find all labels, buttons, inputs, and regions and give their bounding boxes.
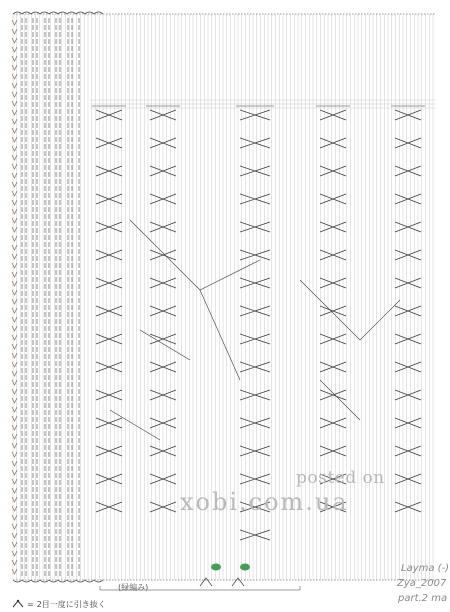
cable-cross bbox=[395, 446, 421, 456]
cable-cross bbox=[395, 194, 421, 204]
cable-cross bbox=[240, 278, 270, 288]
cable-cross bbox=[320, 278, 346, 288]
cable-cross bbox=[395, 110, 421, 120]
watermark-posted-on: posted on bbox=[296, 468, 385, 488]
cable-cross bbox=[320, 166, 346, 176]
legend-description: 2目一度に引き抜く bbox=[36, 599, 106, 609]
cable-cross bbox=[395, 138, 421, 148]
two-loops-pull-through-icon bbox=[12, 599, 24, 609]
cable-cross bbox=[240, 362, 270, 372]
legend bbox=[12, 598, 106, 610]
signature-line-3: part.2 ma bbox=[398, 593, 448, 604]
watermark-site: xobi.com.ua bbox=[180, 488, 349, 516]
cable-cross bbox=[240, 138, 270, 148]
pattern-diagonal bbox=[140, 330, 190, 360]
cable-cross bbox=[320, 222, 346, 232]
signature-line-1: Layma (-) bbox=[401, 563, 450, 574]
cable-cross bbox=[395, 166, 421, 176]
pull-through-symbol bbox=[200, 578, 212, 586]
cable-cross bbox=[240, 222, 270, 232]
cable-cross bbox=[395, 362, 421, 372]
bracket-note: (緑編み) bbox=[118, 583, 149, 592]
cable-cross bbox=[320, 418, 346, 428]
cable-cross bbox=[320, 390, 346, 400]
cable-cross bbox=[395, 390, 421, 400]
cable-cross bbox=[395, 222, 421, 232]
cable-cross bbox=[395, 250, 421, 260]
cable-cross bbox=[320, 306, 346, 316]
cable-cross bbox=[395, 278, 421, 288]
cable-cross bbox=[395, 474, 421, 484]
cable-cross bbox=[320, 110, 346, 120]
cable-cross bbox=[240, 250, 270, 260]
pattern-diagonal bbox=[130, 220, 260, 290]
signature-line-2: Zya_2007 bbox=[397, 578, 447, 589]
cable-cross bbox=[320, 334, 346, 344]
cable-cross bbox=[320, 138, 346, 148]
cable-cross bbox=[240, 390, 270, 400]
cable-cross bbox=[395, 334, 421, 344]
cable-cross bbox=[395, 306, 421, 316]
green-marker bbox=[211, 564, 221, 571]
pattern-diagonal bbox=[300, 280, 400, 340]
legend-equals: = bbox=[27, 599, 34, 609]
green-marker bbox=[240, 564, 250, 571]
cable-cross bbox=[240, 418, 270, 428]
cable-cross bbox=[320, 362, 346, 372]
cable-cross bbox=[240, 474, 270, 484]
cable-cross bbox=[240, 334, 270, 344]
cable-cross bbox=[395, 502, 421, 512]
cable-cross bbox=[320, 194, 346, 204]
cable-cross bbox=[240, 306, 270, 316]
pattern-diagonal bbox=[110, 410, 160, 440]
cable-cross bbox=[240, 110, 270, 120]
cable-cross bbox=[240, 446, 270, 456]
cable-cross bbox=[240, 530, 270, 540]
cable-cross bbox=[320, 446, 346, 456]
cable-cross bbox=[240, 166, 270, 176]
cable-cross bbox=[395, 418, 421, 428]
cable-cross bbox=[240, 194, 270, 204]
cable-cross bbox=[320, 250, 346, 260]
